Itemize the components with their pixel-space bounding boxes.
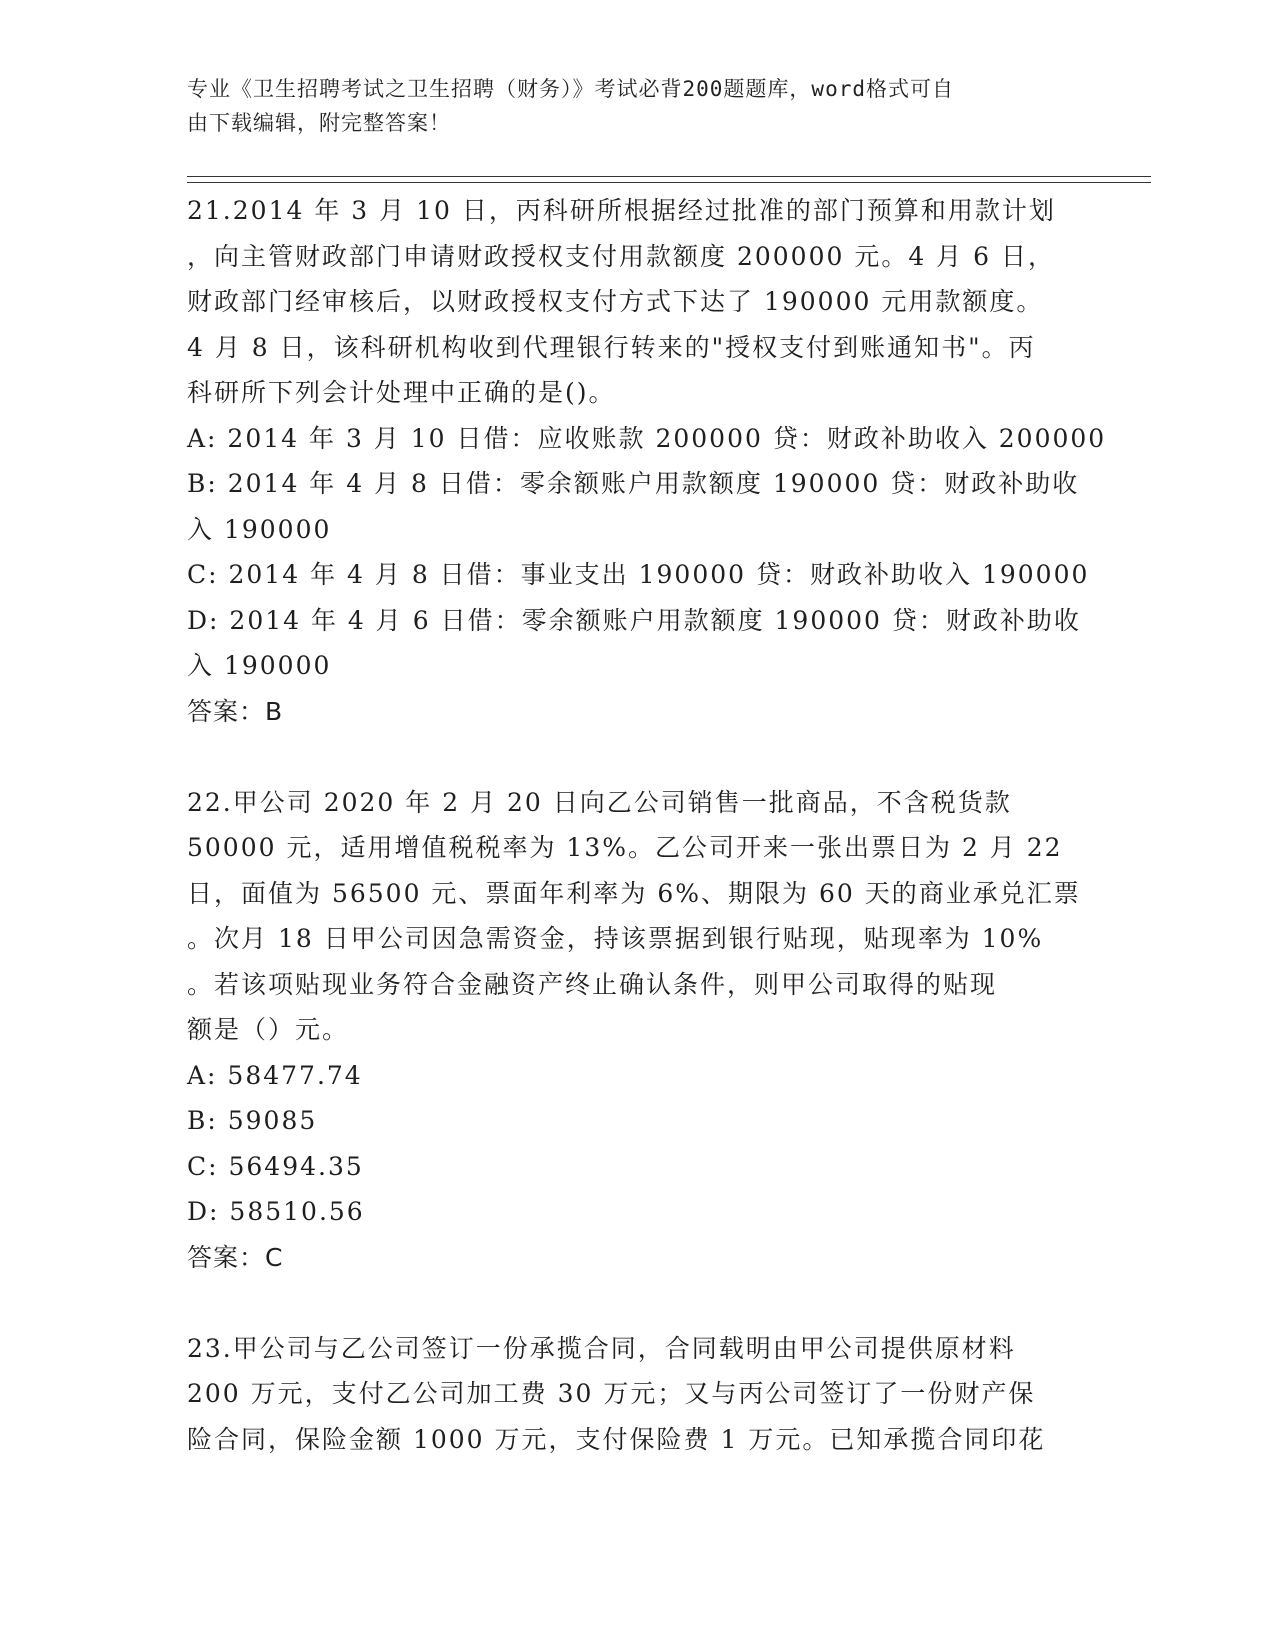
header-line: 由下载编辑，附完整答案！ [187, 111, 451, 135]
option-b: B: 59085 [187, 1106, 318, 1135]
question-text-line: 财政部门经审核后，以财政授权支付方式下达了 190000 元用款额度。 [187, 287, 1044, 316]
option-c: C: 56494.35 [187, 1151, 364, 1181]
header-line: 专业《卫生招聘考试之卫生招聘（财务）》考试必背200题题库，word格式可自 [187, 77, 954, 101]
question-list [187, 188, 1107, 1462]
question-21 [187, 188, 1107, 734]
question-22 [187, 780, 1087, 1281]
header-divider-bottom [187, 182, 1151, 183]
question-text-line: 200 万元，支付乙公司加工费 30 万元；又与丙公司签订了一份财产保 [187, 1379, 1036, 1408]
question-text-line: 50000 元，适用增值税税率为 13%。乙公司开来一张出票日为 2 月 22 [187, 833, 1063, 862]
header-divider-top [187, 176, 1151, 177]
question-text-line: 科研所下列会计处理中正确的是()。 [187, 378, 616, 407]
document-header [187, 72, 1067, 140]
question-text-line: 。若该项贴现业务符合金融资产终止确认条件，则甲公司取得的贴现 [187, 969, 998, 999]
answer-label: 答案：B [187, 696, 284, 726]
question-text-line: 额是（）元。 [187, 1015, 350, 1044]
question-text-line: ，向主管财政部门申请财政授权支付用款额度 200000 元。4 月 6 日， [187, 241, 1055, 271]
option-a: A: 2014 年 3 月 10 日借：应收账款 200000 贷：财政补助收入 200000 [187, 423, 1107, 453]
option-b-continued: 入 190000 [187, 514, 332, 544]
question-text-line: 23.甲公司与乙公司签订一份承揽合同，合同载明由甲公司提供原材料 [187, 1333, 1016, 1363]
question-text-line: 日，面值为 56500 元、票面年利率为 6%、期限为 60 天的商业承兑汇票 [187, 878, 1081, 908]
answer-label: 答案：C [187, 1242, 284, 1272]
option-d: D: 58510.56 [187, 1197, 365, 1226]
option-a: A: 58477.74 [187, 1060, 363, 1090]
question-text-line: 22.甲公司 2020 年 2 月 20 日向乙公司销售一批商品，不含税货款 [187, 787, 1012, 817]
question-text-line: 4 月 8 日，该科研机构收到代理银行转来的"授权支付到账通知书"。丙 [187, 332, 1036, 362]
question-text-line: 险合同，保险金额 1000 万元，支付保险费 1 万元。已知承揽合同印花 [187, 1424, 1046, 1454]
question-text-line: 。次月 18 日甲公司因急需资金，持该票据到银行贴现，贴现率为 10% [187, 924, 1044, 953]
option-d: D: 2014 年 4 月 6 日借：零余额账户用款额度 190000 贷：财政补助收 [187, 605, 1081, 635]
question-text-line: 21.2014 年 3 月 10 日，丙科研所根据经过批准的部门预算和用款计划 [187, 196, 1056, 225]
option-d-continued: 入 190000 [187, 651, 332, 680]
question-23 [187, 1326, 1087, 1463]
option-c: C: 2014 年 4 月 8 日借：事业支出 190000 贷：财政补助收入 190000 [187, 560, 1090, 589]
option-b: B: 2014 年 4 月 8 日借：零余额账户用款额度 190000 贷：财政补助收 [187, 469, 1080, 498]
